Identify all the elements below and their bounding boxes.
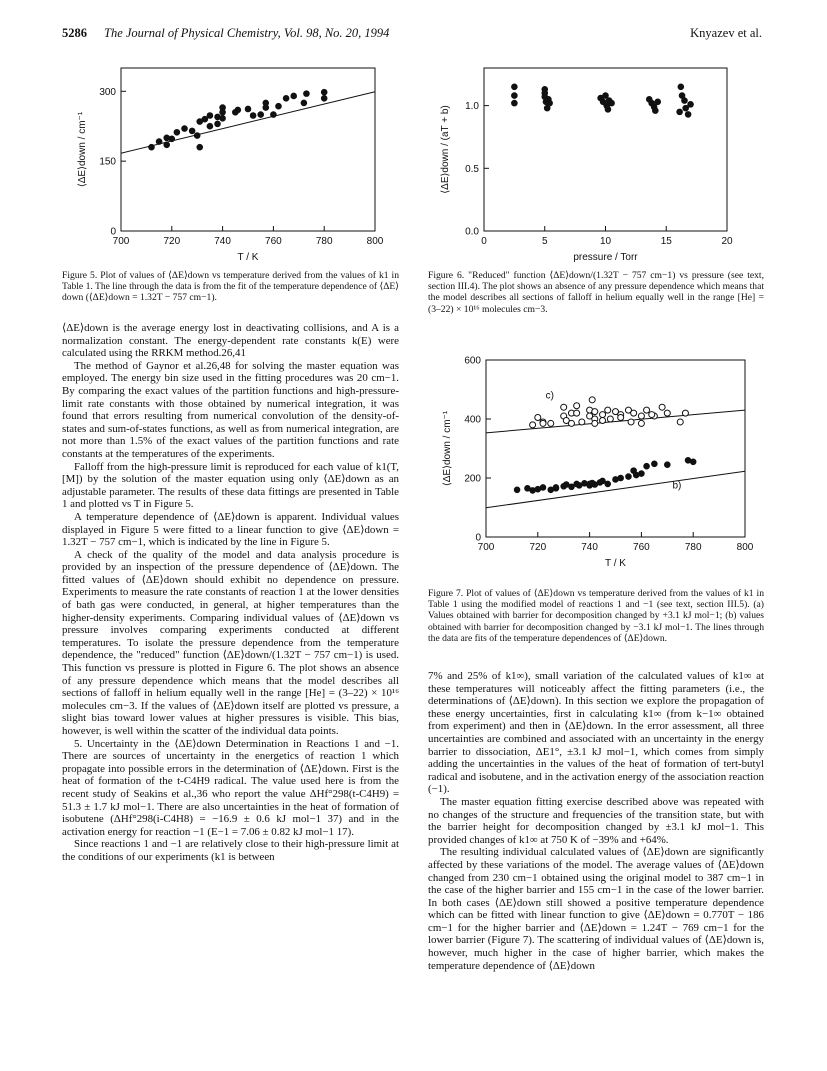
paragraph: Since reactions 1 and −1 are relatively close to their high-pressure limit at the conditions of our experiments (k1 is between: [62, 838, 399, 863]
paragraph: The method of Gaynor et al.26,48 for solving the master equation was employed. The energy bin size used in the fitting procedures was 20 cm−1. By comparing the exact values of the partition functions and high-pressure-limit rate constants with those obtained by numerical integration, it was found that errors resulting from numerical convolution of the density-of-states and sum-of-states functions, as well as from numerical integration, are not more than 1.5% of the exact values of the partition functions and rate constants at the temperatures of the experiments.: [62, 359, 399, 460]
data-point: [156, 139, 162, 145]
data-point: [304, 91, 310, 97]
data-point: [644, 463, 650, 469]
data-point: [568, 420, 574, 426]
plot-frame: [486, 360, 745, 537]
data-point: [677, 109, 683, 115]
data-point: [665, 462, 671, 468]
data-point: [605, 481, 611, 487]
data-point: [149, 144, 155, 150]
data-point: [678, 84, 684, 90]
data-point: [569, 484, 575, 490]
section-heading-paragraph: 5. Uncertainty in the ⟨ΔE⟩down Determination in Reactions 1 and −1. There are sources of uncertainty in the energetics of reaction 1 which propagate into possible errors in the determination of ⟨ΔE⟩down. First is the heat of formation of the t-C4H9 radical. The value used here is from the recent study of Seakins et al.,36 who report the value ΔHf°298(t-C4H9) = 51.3 ± 1.7 kJ mol−1. There are also uncertainties in the heat of formation of isobutene (ΔHf°298(i-C4H8) = −16.9 ± 0.6 kJ mol−1 37) and in the activation energy for reaction −1 (E−1 = 7.06 ± 0.82 kJ mol−1 17).: [62, 737, 399, 838]
x-tick-label: 780: [684, 542, 702, 553]
data-point: [638, 413, 644, 419]
x-tick-label: 800: [736, 542, 754, 553]
data-point: [512, 93, 518, 99]
page-number: 5286: [62, 26, 87, 40]
data-point: [245, 106, 251, 112]
data-point: [600, 412, 606, 418]
data-point: [631, 410, 637, 416]
data-point: [628, 419, 634, 425]
y-tick-label: 300: [99, 86, 116, 98]
paragraph: A temperature dependence of ⟨ΔE⟩down is apparent. Individual values displayed in Figure 5 were fitted to a linear function to give ⟨ΔE⟩down = 1.32T − 757 cm−1, which is indicated by the line in Figure 5.: [62, 510, 399, 549]
y-tick-label: 400: [464, 414, 481, 426]
x-tick-label: 10: [599, 236, 612, 247]
figure-6-caption: Figure 6. "Reduced" function ⟨ΔE⟩down/(1.32T − 757 cm−1) vs pressure (see text, section III.4). The plot shows an absence of any pressure dependence which means that the model describes all sections of falloff in helium equally well in the range [He] = (3–22) × 10¹⁶ molecules cm−3.: [428, 270, 764, 315]
y-tick-label: 1.0: [465, 101, 479, 113]
data-point: [215, 121, 221, 127]
x-axis-label: T / K: [237, 252, 259, 263]
data-point: [530, 488, 536, 494]
right-column: [428, 670, 764, 972]
data-point: [189, 128, 195, 134]
data-point: [271, 112, 277, 118]
left-column: [62, 322, 399, 864]
paragraph: The master equation fitting exercise described above was repeated with no changes of the structure and frequencies of the transition state, but with the barrier height for decomposition changed by ±3.1 kJ mol−1. This provided changes of k1∞ at 750 K of −39% and +64%.: [428, 795, 764, 846]
data-point: [605, 107, 611, 113]
data-point: [644, 407, 650, 413]
data-point: [553, 485, 559, 491]
data-point: [664, 410, 670, 416]
data-point: [182, 126, 188, 132]
x-axis-label: T / K: [605, 558, 626, 569]
data-point: [301, 100, 307, 106]
data-point: [207, 113, 213, 119]
data-point: [607, 416, 613, 422]
data-point: [263, 105, 269, 111]
figure-7-caption: Figure 7. Plot of values of ⟨ΔE⟩down vs temperature derived from the values of k1 in Table 1 using the modified model of reactions 1 and −1 (see text, section III.5). (a) Values obtained with barrier for decomposition changed by +3.1 kJ mol−1; (b) values obtained with barrier for decomposition changed by −3.1 kJ mol−1. The lines through the data are fits of the temperature dependences of ⟨ΔE⟩down.: [428, 588, 764, 644]
authors: Knyazev et al.: [690, 26, 762, 40]
data-point: [574, 403, 580, 409]
y-axis-label: ⟨ΔE⟩down / cm⁻¹: [442, 410, 453, 487]
data-point: [547, 100, 553, 106]
journal-title: The Journal of Physical Chemistry, Vol. 98, No. 20, 1994: [104, 26, 390, 40]
paragraph: Falloff from the high-pressure limit is reproduced for each value of k1(T,[M]) by the solution of the master equation using only ⟨ΔE⟩down as an adjustable parameter. The results of these data fittings are presented in Table 1 and plotted vs T in Figure 5.: [62, 460, 399, 511]
series-c-annotation: c): [545, 390, 554, 402]
data-point: [250, 113, 256, 119]
data-point: [626, 474, 632, 480]
data-point: [540, 420, 546, 426]
data-point: [579, 419, 585, 425]
x-tick-label: 700: [112, 236, 130, 247]
data-point: [258, 112, 264, 118]
x-tick-label: 740: [581, 542, 598, 553]
x-tick-label: 15: [660, 236, 672, 247]
data-point: [174, 129, 180, 135]
data-point: [235, 107, 241, 113]
data-point: [321, 89, 327, 95]
data-point: [638, 420, 644, 426]
x-tick-label: 20: [721, 236, 733, 247]
x-tick-label: 800: [366, 236, 384, 247]
data-point: [688, 102, 694, 108]
data-point: [589, 397, 595, 403]
data-point: [283, 95, 289, 101]
data-point: [600, 417, 606, 423]
data-point: [659, 404, 665, 410]
data-point: [690, 459, 696, 465]
y-axis-label: ⟨ΔE⟩down / (aT + b): [440, 105, 451, 194]
data-point: [548, 420, 554, 426]
data-point: [164, 142, 170, 148]
paragraph: ⟨ΔE⟩down is the average energy lost in deactivating collisions, and A is a normalization constant. The energy-dependent rate constants k(E) were calculated using the RRKM method.26,41: [62, 322, 399, 360]
data-point: [677, 419, 683, 425]
data-point: [605, 407, 611, 413]
plot-frame: [121, 68, 375, 231]
figure-6-chart: [440, 62, 760, 274]
data-point: [512, 84, 518, 90]
data-point: [592, 420, 598, 426]
y-tick-label: 0.5: [465, 163, 479, 175]
data-point: [655, 99, 661, 105]
data-point: [574, 410, 580, 416]
x-axis-label: pressure / Torr: [573, 252, 638, 263]
paragraph: 7% and 25% of k1∞), small variation of the calculated values of k1∞ at these temperatures will noticeably affect the fitting parameters (i.e., the determinations of ⟨ΔE⟩down). In this section we explore the propagation of these energy uncertainties, first in calculating k1∞ (from k−1∞ obtained from experiment) and then in ⟨ΔE⟩down. In the error assessment, all three uncertainties are combined and associated with an uncertainty in the energy barrier to dissociation, ΔE1°, ±3.1 kJ mol−1, which comes from simply adding the uncertainties in the values of the heat of formation of tert-butyl radical and isobutene, and in the activation energy of the association reaction (−1).: [428, 670, 764, 796]
paragraph: The resulting individual calculated values of ⟨ΔE⟩down are significantly affected by these variations of the model. The average values of ⟨ΔE⟩down changed from 230 cm−1 obtained using the original model to 387 cm−1 in the case of the higher barrier and 155 cm−1 in the case of the lower barrier. In both cases ⟨ΔE⟩down still showed a positive temperature dependence which can be fitted with linear function to give ⟨ΔE⟩down = 0.770T − 186 cm−1 for the higher barrier and ⟨ΔE⟩down = 1.24T − 769 cm−1 for the lower barrier (Figure 7). The scattering of individual values of ⟨ΔE⟩down is, however, much higher in the case of higher barrier, which makes the temperature dependence of ⟨ΔE⟩down: [428, 846, 764, 972]
data-point: [194, 133, 200, 139]
data-point: [514, 487, 520, 493]
x-tick-label: 0: [481, 236, 487, 247]
x-tick-label: 5: [541, 236, 548, 247]
data-point: [220, 115, 226, 121]
data-point: [535, 415, 541, 421]
x-tick-label: 780: [315, 236, 333, 247]
y-tick-label: 0: [475, 532, 481, 544]
data-point: [639, 471, 645, 477]
data-point: [220, 105, 226, 111]
data-point: [169, 136, 175, 142]
data-point: [512, 100, 518, 106]
data-point: [618, 415, 624, 421]
data-point: [682, 98, 688, 104]
y-tick-label: 0.0: [465, 226, 479, 238]
running-header: [62, 26, 762, 46]
data-point: [618, 475, 624, 481]
data-point: [530, 422, 536, 428]
data-point: [197, 144, 203, 150]
data-point: [276, 103, 282, 109]
figure-7-chart: [440, 352, 770, 587]
y-axis-label: ⟨ΔE⟩down / cm⁻¹: [77, 111, 88, 188]
x-tick-label: 720: [529, 542, 547, 553]
series-b-annotation: b): [672, 480, 682, 492]
y-tick-label: 150: [99, 156, 116, 168]
data-point: [603, 93, 609, 99]
data-point: [653, 108, 659, 114]
data-point: [685, 112, 691, 118]
x-tick-label: 700: [477, 542, 495, 553]
y-tick-label: 200: [464, 473, 481, 485]
figure-5-chart: [75, 62, 405, 274]
data-point: [682, 410, 688, 416]
data-point: [592, 409, 598, 415]
data-point: [649, 412, 655, 418]
data-point: [321, 95, 327, 101]
data-point: [202, 116, 208, 122]
data-point: [652, 461, 658, 467]
figure-5-caption: Figure 5. Plot of values of ⟨ΔE⟩down vs temperature derived from the values of k1 in Table 1. The line through the data is from the fit of the temperature dependence of ⟨ΔE⟩down (⟨ΔE⟩down = 1.32T − 757 cm−1).: [62, 270, 400, 304]
x-tick-label: 740: [214, 236, 231, 247]
data-point: [207, 123, 213, 129]
data-point: [540, 485, 546, 491]
x-tick-label: 760: [265, 236, 282, 247]
paragraph: A check of the quality of the model and data analysis procedure is provided by an inspection of the pressure dependence of ⟨ΔE⟩down. The fitted values of ⟨ΔE⟩down should exhibit no dependence on pressure. Experiments to measure the rate constants of reaction 1 at the lower densities of bath gas were conducted, in general, at higher temperatures than the higher-density experiments. Comparing individual values of ⟨ΔE⟩down vs pressure involves comparing experiments conducted at different temperatures. To isolate the pressure dependence from the temperature dependence, the "reduced" function ⟨ΔE⟩down/(1.32T − 757 cm−1) is used. This function vs pressure is plotted in Figure 6. The plot shows an absence of any pressure dependence which means that the model describes all sections of falloff in helium equally well in the range [He] = (3–22) × 10¹⁶ molecules cm−3. If the values of ⟨ΔE⟩down itself are plotted vs pressure, a slight bias toward lower values at higher pressures is visible. This bias, however, is well within the scatter of the individual data points.: [62, 548, 399, 737]
data-point: [683, 105, 689, 111]
data-point: [291, 93, 297, 99]
data-point: [561, 404, 567, 410]
y-tick-label: 0: [110, 226, 116, 238]
x-tick-label: 720: [163, 236, 181, 247]
data-point: [597, 480, 603, 486]
x-tick-label: 760: [633, 542, 650, 553]
y-tick-label: 600: [464, 355, 481, 367]
data-point: [609, 100, 615, 106]
